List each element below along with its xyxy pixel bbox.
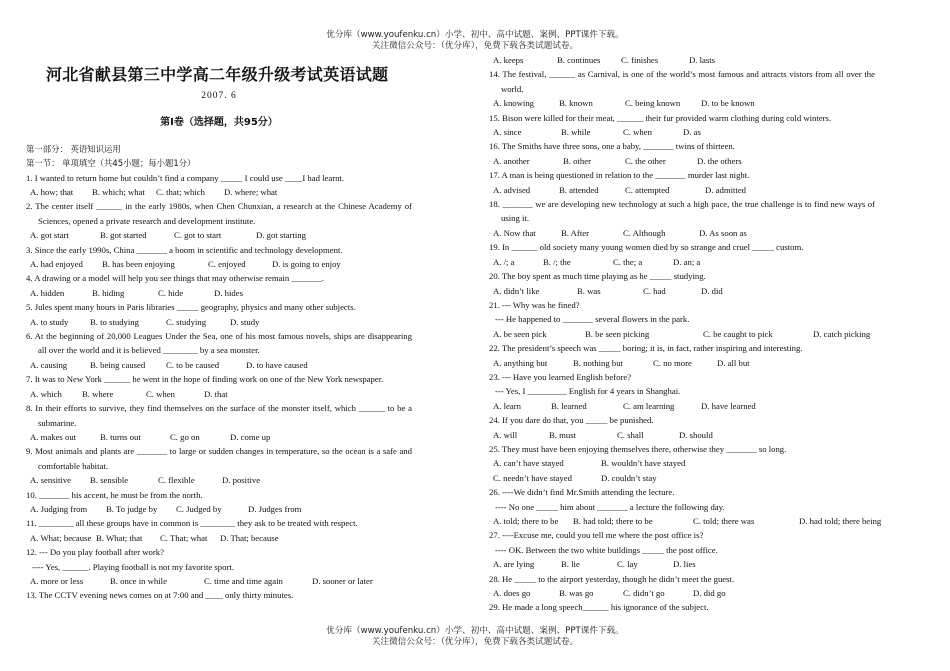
dialogue-line: --- Yes, I _________ English for 4 years in Shanghai. [495,386,681,397]
answer-option[interactable]: A. keeps [493,55,524,65]
answer-options [489,154,875,168]
answer-options [489,456,875,485]
header-line-2: 关注微信公众号：（优分库），免费下载各类试题试卷。 [371,40,579,51]
footer-line-2: 关注微信公众号：（优分库），免费下载各类试题试卷。 [371,636,579,647]
question-item [489,168,875,197]
answer-option[interactable]: A. will [493,429,518,440]
answer-option[interactable]: D. admitted [705,184,747,195]
answer-option[interactable]: B. learned [551,400,587,411]
answer-option[interactable]: B. /; the [543,256,571,267]
answer-option[interactable]: D. had told; there being [799,516,882,526]
question-item [489,370,875,413]
answer-option[interactable]: B. What; that [96,532,143,543]
question-item [489,298,875,341]
answer-options [26,185,412,199]
question-stem: 13. The CCTV evening news comes on at 7:00 and ____ only thirty minutes. [26,590,294,601]
answer-option[interactable]: A. how; that [30,187,74,197]
question-item [26,199,412,242]
answer-options [489,399,875,413]
answer-option[interactable]: A. sensitive [30,475,72,486]
question-stem: 2. The center itself ______ in the early 1980s, when Chen Chunxian, a research at the Chinese Academy of Sciences, opened a private research and development institute. [26,201,412,226]
question-stem: 8. In their efforts to survive, they find themselves on the surface of the monster itself, which ______ to be a submarine. [26,403,412,428]
left-question-list [26,171,412,603]
question-item [489,111,875,140]
answer-options [489,183,875,197]
answer-option[interactable]: C. told; there was [693,516,755,526]
answer-option[interactable]: C. the; a [613,256,643,267]
answer-option[interactable]: A. had enjoyed [30,259,83,270]
answer-option[interactable]: D. couldn’t stay [601,472,657,483]
answer-options [26,531,412,545]
answer-options [26,502,412,516]
answer-option[interactable]: C. attempted [625,184,670,195]
question-stem: 10. _______ his accent, he must be from the north. [26,489,203,500]
answer-option[interactable]: C. be caught to pick [703,328,773,339]
answer-option[interactable]: B. while [561,127,591,138]
question-item [26,300,412,329]
answer-option[interactable]: A. got start [30,230,69,241]
answer-option[interactable]: A. another [493,155,530,166]
answer-option[interactable]: D. did go [693,588,726,599]
answer-option[interactable]: B. has been enjoying [102,259,175,270]
answer-option[interactable]: A. advised [493,184,531,195]
answer-option[interactable]: D. that [204,388,228,399]
question-item [489,240,875,269]
answer-option[interactable]: D. to be known [701,98,755,109]
question-item [489,67,875,110]
answer-options [26,574,412,588]
answer-option[interactable]: A. more or less [30,575,84,586]
answer-options [26,387,412,401]
question-item [489,53,875,67]
answer-option[interactable]: A. are lying [493,559,535,570]
question-stem: 26. ----We didn’t find Mr.Smith attending the lecture. [489,487,675,498]
answer-option[interactable]: C. when [623,127,652,138]
answer-option[interactable]: C. That; what [160,532,208,543]
answer-option[interactable]: B. known [559,98,593,109]
exam-title: 河北省献县第三中学高二年级升级考试英语试题 [46,65,389,84]
question-stem: 25. They must have been enjoying themselves there, otherwise they _______ so long. [489,443,787,454]
answer-option[interactable]: A. Now that [493,227,536,238]
answer-option[interactable]: C. got to start [174,230,222,241]
answer-options [26,286,412,300]
answer-options [489,514,882,528]
answer-option[interactable]: A. makes out [30,431,77,442]
answer-option[interactable]: C. that; which [156,187,205,197]
dialogue-line: ---- OK. Between the two white buildings _____ the post office. [495,544,718,555]
answer-options [489,226,875,240]
question-item [26,171,412,200]
page-footer [0,626,950,647]
answer-option[interactable]: B. was go [559,588,594,599]
right-column [489,53,882,615]
question-stem: 21. --- Why was he fined? [489,299,580,310]
answer-options [489,284,875,298]
answer-option[interactable]: B. lie [561,559,580,570]
answer-option[interactable]: D. come up [230,431,271,442]
right-question-list [489,53,882,615]
question-item [26,488,412,517]
answer-option[interactable]: A. be seen pick [493,328,547,339]
question-stem: 19. In ______ old society many young women died by so strange and cruel _____ custom. [489,242,804,253]
question-item [489,413,875,442]
question-stem: 18. _______ we are developing new technology at such a high pace, the true challenge is to find new ways of using it. [489,199,875,224]
answer-option[interactable]: D. is going to enjoy [272,259,341,270]
answer-option[interactable]: B. which; what [92,187,145,197]
answer-option[interactable]: C. the other [625,155,666,166]
answer-option[interactable]: B. once in while [110,575,167,586]
page-header [0,30,950,51]
question-stem: 1. I wanted to return home but couldn’t find a company _____ I could use ____I had learnt. [26,172,345,183]
answer-option[interactable]: A. What; because [30,532,92,543]
answer-options [26,257,412,271]
answer-option[interactable]: D. did [701,285,723,296]
answer-option[interactable]: C. shall [617,429,644,440]
answer-options [26,315,412,329]
answer-option[interactable]: D. should [679,429,713,440]
answer-option[interactable]: D. lies [673,559,696,570]
answer-option[interactable]: A. which [30,388,62,399]
answer-options [489,586,875,600]
answer-option[interactable]: D. That; because [220,532,279,543]
answer-option[interactable]: B. had told; there to be [573,516,653,526]
question-item [489,572,875,601]
question-item [26,329,412,372]
question-stem: 15. Bison were killed for their meat, ______ their fur provided warm clothing during cold winters. [489,112,832,123]
answer-option[interactable]: C. when [146,388,175,399]
answer-option[interactable]: B. To judge by [106,503,158,514]
answer-option[interactable]: C. lay [617,559,638,570]
answer-option[interactable]: B. where [82,388,114,399]
dialogue-line: ---- Yes, ______. Playing football is not my favorite sport. [32,561,234,572]
section-subheading: 第一节： 单项填空（共45小题；每小题1分） [26,158,196,169]
question-item [489,341,875,370]
answer-option[interactable]: A. anything but [493,357,548,368]
question-stem: 23. --- Have you learned English before? [489,371,632,382]
left-column [26,53,412,603]
answer-option[interactable]: A. to study [30,316,69,327]
answer-option[interactable]: C. go on [170,431,200,442]
question-stem: 7. It was to New York ______ he went in the hope of finding work on one of the New York newspaper. [26,374,384,385]
answer-option[interactable]: B. wouldn’t have stayed [601,458,686,469]
question-stem: 20. The boy spent as much time playing as he _____ studying. [489,271,706,282]
answer-option[interactable]: B. must [549,429,577,440]
answer-options [489,53,875,67]
answer-option[interactable]: B. hiding [92,287,125,298]
answer-option[interactable]: B. to studying [90,316,139,327]
question-stem: 14. The festival, ______ as Carnival, is one of the world’s most famous and attracts vistors from all over the world. [489,69,875,94]
answer-option[interactable]: A. causing [30,359,68,370]
answer-options [489,557,875,571]
answer-options [489,96,875,110]
answer-option[interactable]: A. knowing [493,98,535,109]
answer-option[interactable]: C. had [643,285,666,296]
answer-option[interactable]: D. the others [697,155,742,166]
answer-option[interactable]: B. turns out [100,431,141,442]
answer-option[interactable]: B. being caused [90,359,146,370]
answer-option[interactable]: D. study [230,316,260,327]
dialogue-line: --- He happened to _______ several flowers in the park. [495,314,690,325]
answer-option[interactable]: C. time and time again [204,575,283,586]
answer-options [26,228,412,242]
answer-option[interactable]: B. nothing but [573,357,623,368]
question-item [489,269,875,298]
answer-option[interactable]: C. am learning [623,400,675,411]
question-stem: 6. At the beginning of 20,000 Leagues Under the Sea, one of his most famous novels, ships are disappearing all over the world and it is believed ________ by a sea monster. [26,331,412,356]
question-item [26,444,412,487]
header-line-1: 优分库（www.youfenku.cn）小学、初中、高中试题、案例、PPT课件下载。 [326,30,624,40]
answer-option[interactable]: D. Judges from [248,503,302,514]
answer-option[interactable]: C. being known [625,98,681,109]
question-stem: 9. Most animals and plants are _______ to large or sudden changes in temperature, so the ocean is a safe and comfortable habitat. [26,446,412,471]
answer-option[interactable]: D. as [683,127,701,138]
answer-option[interactable]: A. /; a [493,256,515,267]
answer-options [26,430,412,444]
question-stem: 28. He _____ to the airport yesterday, though he didn’t meet the guest. [489,573,735,584]
answer-option[interactable]: C. finishes [621,55,659,65]
answer-option[interactable]: B. be seen picking [585,328,650,339]
question-item [489,197,875,240]
answer-options [26,358,412,372]
answer-option[interactable]: C. no more [653,357,692,368]
question-stem: 24. If you dare do that, you _____ be punished. [489,415,654,426]
answer-options [489,125,875,139]
question-item [489,139,875,168]
answer-option[interactable]: B. was [577,285,601,296]
answer-option[interactable]: D. As soon as [699,227,747,238]
section-heading: 第一部分： 英语知识运用 [26,144,121,154]
answer-option[interactable]: D. sooner or later [312,575,373,586]
question-item [26,372,412,401]
answer-option[interactable]: D. where; what [224,187,278,197]
answer-option[interactable]: B. attended [559,184,599,195]
answer-option[interactable]: D. hides [214,287,243,298]
question-item [489,485,882,528]
answer-option[interactable]: C. hide [158,287,184,298]
answer-option[interactable]: C. Although [623,227,666,238]
question-item [26,271,412,300]
question-stem: 22. The president’s speech was _____ boring; it is, in fact, rather inspiring and interesting. [489,343,803,354]
answer-option[interactable]: C. didn’t go [623,588,665,599]
answer-option[interactable]: A. told; there to be [493,516,559,526]
answer-option[interactable]: C. studying [166,316,207,327]
question-item [26,401,412,444]
answer-option[interactable]: D. have learned [701,400,756,411]
question-stem: 27. ----Excuse me, could you tell me where the post office is? [489,530,704,541]
answer-option[interactable]: B. continues [557,55,601,65]
question-item [26,516,412,545]
answer-option[interactable]: D. all but [717,357,750,368]
answer-option[interactable]: D. lasts [689,55,716,65]
question-stem: 17. A man is being questioned in relation to the _______ murder last night. [489,170,750,181]
answer-option[interactable]: A. Judging from [30,503,88,514]
question-item [489,442,875,485]
question-item [489,528,875,571]
exam-date: 2007. 6 [201,91,237,101]
answer-option[interactable]: A. hidden [30,287,65,298]
answer-option[interactable]: A. can’t have stayed [493,458,564,469]
answer-option[interactable]: D. catch picking [813,328,871,339]
question-stem: 29. He made a long speech______ his ignorance of the subject. [489,602,709,613]
question-stem: 16. The Smiths have three sons, one a baby, _______ twins of thirteen. [489,141,735,152]
answer-option[interactable]: D. to have caused [246,359,308,370]
answer-option[interactable]: D. an; a [673,256,701,267]
dialogue-line: ---- No one _____ him about _______ a lecture the following day. [495,501,725,512]
answer-options [489,327,875,341]
answer-options [489,356,875,370]
answer-option[interactable]: C. flexible [158,475,195,486]
question-stem: 12. --- Do you play football after work? [26,547,164,558]
answer-option[interactable]: B. sensible [90,475,129,486]
answer-option[interactable]: B. After [561,227,589,238]
answer-option[interactable]: B. got started [100,230,147,241]
question-stem: 5. Jules spent many hours in Paris libraries _____ geography, physics and many other subjects. [26,302,356,313]
question-stem: 4. A drawing or a model will help you see things that may otherwise remain _______. [26,273,324,284]
answer-option[interactable]: C. Judged by [176,503,222,514]
answer-option[interactable]: B. other [563,155,591,166]
question-item [26,243,412,272]
answer-options [489,428,875,442]
answer-option[interactable]: A. didn’t like [493,285,540,296]
question-stem: 3. Since the early 1990s, China _______ a boom in scientific and technology development. [26,244,343,255]
question-item [26,545,412,588]
answer-option[interactable]: D. positive [222,475,261,486]
footer-line-1: 优分库（www.youfenku.cn）小学、初中、高中试题、案例、PPT课件下载。 [326,626,624,636]
answer-option[interactable]: A. learn [493,400,521,411]
question-item [489,600,875,614]
question-item [26,588,412,602]
answer-option[interactable]: A. does go [493,588,531,599]
answer-option[interactable]: D. got starting [256,230,306,241]
part-title: 第Ⅰ卷（选择题，共95分） [160,117,278,128]
answer-option[interactable]: A. since [493,127,522,138]
question-stem: 11. ________ all these groups have in common is ________ they ask to be treated with respect. [26,518,358,529]
answer-options [26,473,412,487]
answer-option[interactable]: C. enjoyed [208,259,246,270]
answer-option[interactable]: C. to be caused [166,359,220,370]
answer-option[interactable]: C. needn’t have stayed [493,472,572,483]
answer-options [489,255,875,269]
